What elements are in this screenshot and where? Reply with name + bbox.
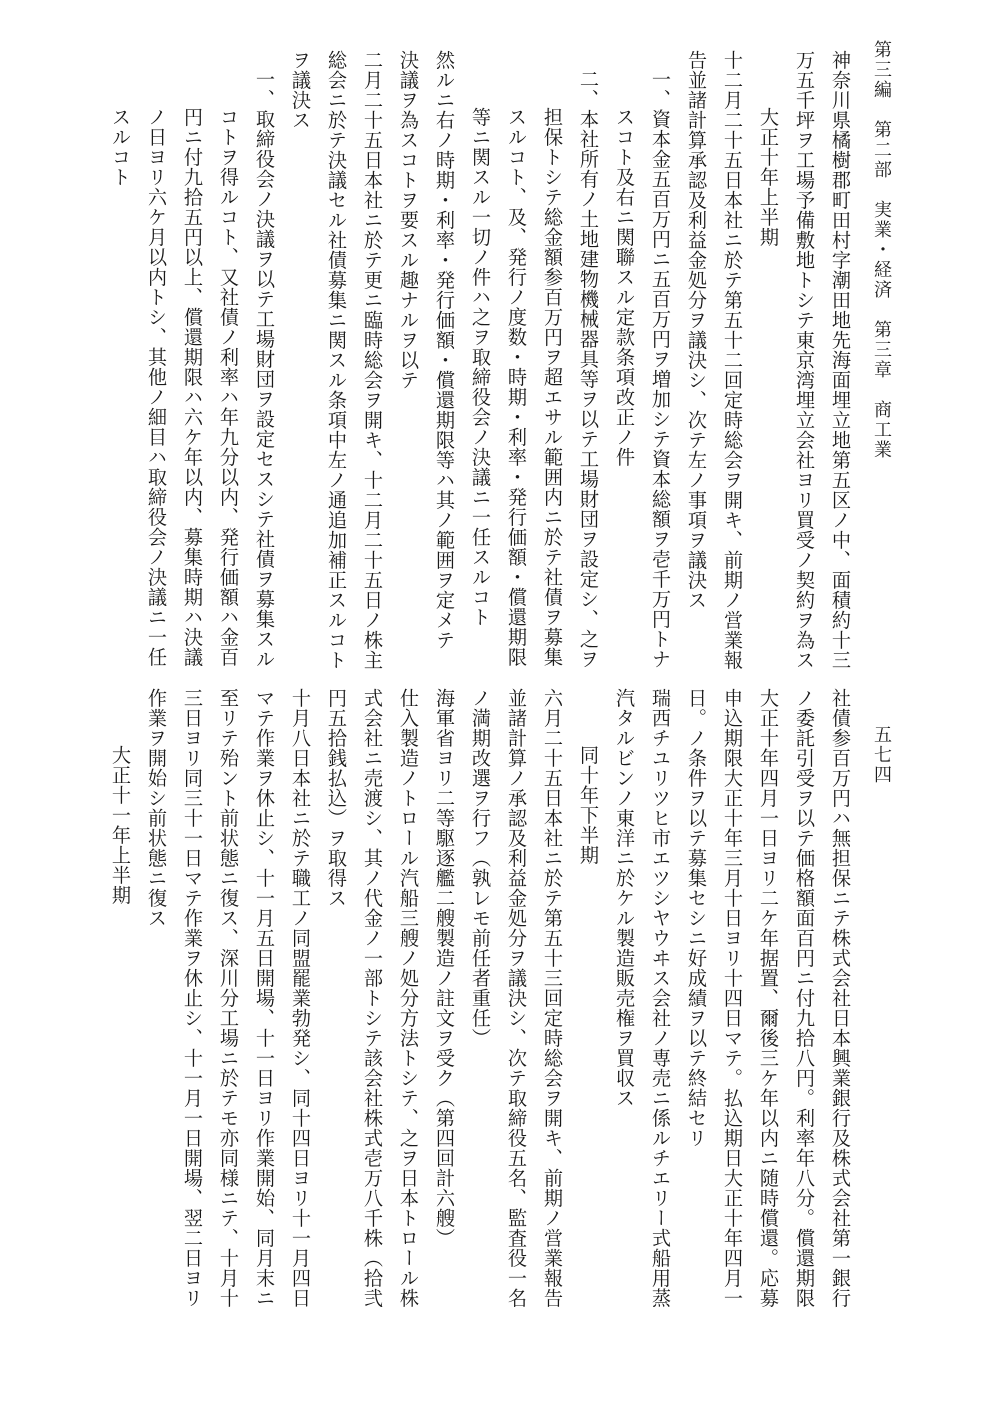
list-item: 一、資本金五百万円ニ五百万円ヲ増加シテ資本総額ヲ壱千万円トナ (649, 69, 672, 669)
text-line: 並諸計算ノ承認及利益金処分ヲ議決シ、次テ取締役五名、監査役一名 (505, 688, 528, 1308)
text-line: 円五拾銭払込）ヲ取得ス (325, 688, 348, 908)
list-item-continuation: 等ニ関スル一切ノ件ハ之ヲ取締役会ノ決議ニ一任スルコト (469, 107, 492, 627)
text-line: ノ委託引受ヲ以テ価格額面百円ニ付九拾八円。利率年八分。償還期限 (793, 688, 816, 1308)
lower-text-block (60, 688, 858, 1308)
text-line: 六月二十五日本社ニ於テ第五十三回定時総会ヲ開キ、前期ノ営業報告 (541, 688, 564, 1308)
text-line: 三日ヨリ同三十一日マテ作業ヲ休止シ、十一月一日開場、翌二日ヨリ (181, 688, 204, 1308)
text-line: 然ルニ右ノ時期・利率・発行価額・償還期限等ハ其ノ範囲ヲ定メテ (433, 50, 456, 650)
text-line: マテ作業ヲ休止シ、十一月五日開場、十一日ヨリ作業開始、同月末ニ (253, 688, 276, 1308)
text-line: 式会社ニ売渡シ、其ノ代金ノ一部トシテ該会社株式壱万八千株（拾弐 (361, 688, 384, 1308)
text-line: ヲ議決ス (289, 50, 312, 130)
text-line: 作業ヲ開始シ前状態ニ復ス (145, 688, 168, 928)
section-heading: 同十年下半期 (577, 745, 600, 865)
list-item: 二、本社所有ノ土地建物機械器具等ヲ以テ工場財団ヲ設定シ、之ヲ (577, 69, 600, 669)
list-item-continuation: スルコト、及、発行ノ度数・時期・利率・発行価額・償還期限 (505, 107, 528, 667)
text-line: 海軍省ヨリ二等駆逐艦二艘製造ノ註文ヲ受ク（第四回計六艘） (433, 688, 456, 1248)
list-item-continuation: スルコト (109, 107, 132, 187)
list-item-continuation: ノ日ヨリ六ケ月以内トシ、其他ノ細目ハ取締役会ノ決議ニ一任 (145, 107, 168, 667)
list-item-continuation: コトヲ得ルコト、又社債ノ利率ハ年九分以内、発行価額ハ金百 (217, 107, 240, 667)
list-item-continuation: 円ニ付九拾五円以上、償還期限ハ六ケ年以内、募集時期ハ決議 (181, 107, 204, 667)
text-line: 仕入製造ノトロール汽船三艘ノ処分方法トシテ、之ヲ日本トロール株 (397, 688, 420, 1308)
text-line: 決議ヲ為スコトヲ要スル趣ナルヲ以テ (397, 50, 420, 390)
text-line: 十月八日本社ニ於テ職工ノ同盟罷業勃発シ、同十四日ヨリ十一月四日 (289, 688, 312, 1308)
text-line: 告並諸計算承認及利益金処分ヲ議決シ、次テ左ノ事項ヲ議決ス (685, 50, 708, 610)
list-item: 一、取締役会ノ決議ヲ以テ工場財団ヲ設定セスシテ社債ヲ募集スル (253, 69, 276, 669)
text-line: 社債参百万円ハ無担保ニテ株式会社日本興業銀行及株式会社第一銀行 (829, 688, 852, 1308)
text-line: 汽タルビンノ東洋ニ於ケル製造販売権ヲ買収ス (613, 688, 636, 1108)
text-line: 至リテ殆ント前状態ニ復ス、深川分工場ニ於テモ亦同様ニテ、十月十 (217, 688, 240, 1308)
page-number: 五七四 (871, 725, 892, 785)
text-line: 十二月二十五日本社ニ於テ第五十二回定時総会ヲ開キ、前期ノ営業報 (721, 50, 744, 670)
text-line: 大正十年四月一日ヨリ二ケ年据置、爾後三ケ年以内ニ随時償還。応募 (757, 688, 780, 1308)
list-item-continuation: 担保トシテ総金額参百万円ヲ超エサル範囲内ニ於テ社債ヲ募集 (541, 107, 564, 667)
text-line: 日。ノ条件ヲ以テ募集セシニ好成績ヲ以テ終結セリ (685, 688, 708, 1148)
text-line: 万五千坪ヲ工場予備敷地トシテ東京湾埋立会社ヨリ買受ノ契約ヲ為ス (793, 50, 816, 670)
upper-text-block (60, 50, 858, 670)
text-line: 二月二十五日本社ニ於テ更ニ臨時総会ヲ開キ、十二月二十五日ノ株主 (361, 50, 384, 670)
text-line: 総会ニ於テ決議セル社債募集ニ関スル条項中左ノ通追加補正スルコト (325, 50, 348, 670)
running-head: 第三編 第二部 実業・経済 第三章 商工業 (871, 40, 892, 460)
text-line: ノ満期改選ヲ行フ（孰レモ前任者重任） (469, 688, 492, 1048)
text-line: 神奈川県橘樹郡町田村字潮田地先海面埋立地第五区ノ中、面積約十三 (829, 50, 852, 670)
section-heading: 大正十年上半期 (757, 107, 780, 247)
list-item-continuation: スコト及右ニ関聯スル定款条項改正ノ件 (613, 107, 636, 467)
text-line: 瑞西チユリツヒ市エツシヤウヰス会社ノ専売ニ係ルチエリー式船用蒸 (649, 688, 672, 1308)
section-heading: 大正十一年上半期 (109, 745, 132, 905)
text-line: 申込期限大正十年三月十日ヨリ十四日マテ。払込期日大正十年四月一 (721, 688, 744, 1308)
